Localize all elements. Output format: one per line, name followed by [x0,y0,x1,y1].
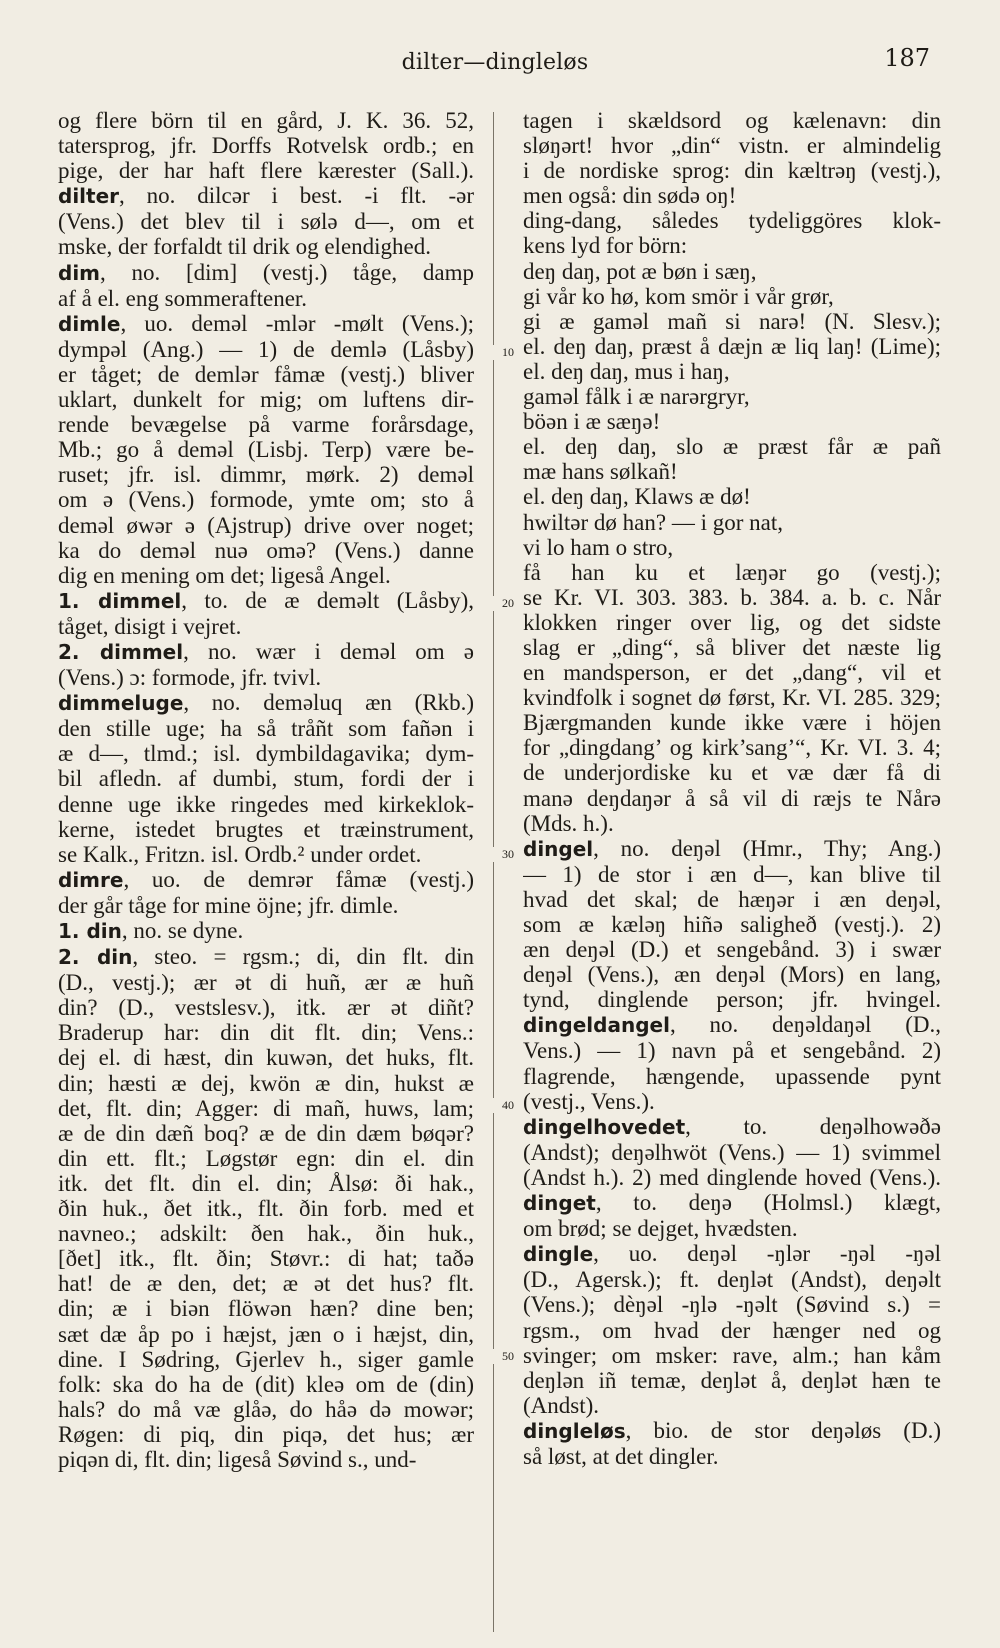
line-number: 50 [493,1349,523,1364]
text-line: ruset; jfr. isl. dimmr, mørk. 2) deməl [58,462,474,488]
text-line: gi vår ko hø, kom smör i vår grør, [523,283,834,309]
text-line: piqən di, flt. din; ligeså Søvind s., und- [58,1446,417,1472]
text-line: hat! de æ den, det; æ ət det hus? flt. [58,1271,474,1297]
text-line: dympəl (Ang.) — 1) de demlə (Låsby) [58,336,474,362]
text-line: svinger; om msker: rave, alm.; han kåm [523,1342,941,1368]
text-line: æ de din dæñ boq? æ de din dæm bøqər? [58,1120,474,1146]
text-line: mske, der forfaldt til drik og elendighed. [58,234,432,260]
text-line: deŋəl (Vens.), æn deŋəl (Mors) en lang, [523,962,941,988]
text-line: hwiltər dø han? — i gor nat, [523,509,783,535]
text-line: 2. dimmel, no. wær i deməl om ə [58,638,474,664]
text-line: bil afledn. af dumbi, stum, fordi der i [58,766,474,792]
headword: 2. dimmel [58,639,184,664]
headword: dimle [58,311,121,336]
text-line: dimmeluge, no. deməluq æn (Rkb.) [58,690,474,716]
line-number: 20 [493,596,523,611]
text-line: itk. det flt. din el. din; Ålsø: ði hak., [58,1170,474,1196]
text-line: din; hæsti æ dej, kwön æ din, hukst æ [58,1070,474,1096]
text-line: Braderup har: din dit flt. din; Vens.: [58,1020,474,1046]
text-line: ka do deməl nuə omə? (Vens.) danne [58,537,474,563]
text-line: mæ hans sølkañ! [523,459,678,485]
text-line: din? (D., vestslesv.), itk. ær ət diñt? [58,995,474,1021]
text-line: se Kr. VI. 303. 383. b. 384. a. b. c. Når [523,584,941,610]
line-numbers [493,108,523,1648]
text-line: dimre, uo. de demrər fåmæ (vestj.) [58,866,474,892]
text-line: og flere börn til en gård, J. K. 36. 52, [58,108,474,133]
text-line: (Andst h.). 2) med dinglende hoved (Vens.). [523,1164,941,1190]
text-line: böən i æ sæŋə! [523,409,661,435]
text-line: som æ kæləŋ hiñə saligheð (vestj.). 2) [523,912,941,937]
text-line: dingeldangel, no. deŋəldaŋəl (D., [523,1012,941,1038]
text-line: for „dingdang’ og kirk’sang’“, Kr. VI. 3. 4; [523,735,941,761]
text-line: deŋlən iñ temæ, deŋlət å, deŋlət hæn te [523,1367,941,1393]
text-line: kens lyd for börn: [523,233,688,259]
text-line: det, flt. din; Agger: di mañ, huws, lam; [58,1095,474,1121]
line-number: 10 [493,345,523,360]
text-line: (Vens.); dèŋəl -ŋlə -ŋəlt (Søvind s.) = [523,1292,941,1318]
text-line: Mb.; go å deməl (Lisbj. Terp) være be- [58,437,474,463]
page-number: 187 [884,44,930,72]
text-line: Vens.) — 1) navn på et sengebånd. 2) [523,1038,941,1064]
text-line: der går tåge for mine öjne; jfr. dimle. [58,892,399,918]
text-line: tåget, disigt i vejret. [58,613,242,639]
headword: 1. din [58,919,122,943]
text-line: hals? do må væ glåə, do håə də mowər; [58,1396,474,1422]
text-line: om ə (Vens.) formode, ymte om; sto å [58,487,474,513]
text-line: ðin huk., ðet itk., flt. ðin forb. med et [58,1196,474,1222]
text-line: folk: ska do ha de (dit) kleə om de (din) [58,1371,474,1397]
text-line: tynd, dinglende person; jfr. hvingel. [523,987,941,1013]
header-title: dilter—dinglеløs [401,50,589,75]
text-line: deməl øwər ə (Ajstrup) drive over noget; [58,512,474,538]
text-line: om brød; se dejget, hvædsten. [523,1216,798,1242]
text-line: (vestj., Vens.). [523,1088,655,1114]
text-line: Røgen: di piq, din piqə, det hus; ær [58,1421,474,1447]
headword: 2. din [58,945,133,970]
line-number: 40 [493,1098,523,1113]
headword: dingleløs [523,1418,626,1443]
text-line: klokken ringer over lig, og det sidste [523,609,941,635]
text-line: dimle, uo. deməl -mlər -mølt (Vens.); [58,310,474,336]
left-column [58,108,474,1638]
text-line: vi lo ham o stro, [523,534,674,560]
text-line: 1. dimmel, to. de æ deməlt (Låsby), [58,587,474,613]
text-line: 1. din, no. se dyne. [58,918,244,943]
text-line: tatersprog, jfr. Dorffs Rotvelsk ordb.; en [58,133,474,159]
text-line: denne uge ikke ringedes med kirkeklok- [58,791,474,817]
text-line: den stille uge; ha så tråñt som fañən i [58,716,474,742]
text-line: (Vens.) ɔ: formode, jfr. tvivl. [58,665,322,691]
headword: 1. dimmel [58,588,182,613]
text-line: tagen i skældsord og kælenavn: din [523,108,941,133]
text-line: de underjordiske ku et væ dær få di [523,760,941,786]
text-line: gi æ gaməl mañ si narə! (N. Slesv.); [523,308,941,334]
text-line: manə deŋdaŋər å så vil di ræjs te Nårə [523,785,941,811]
text-line: navneo.; adskilt: ðen hak., ðin huk., [58,1221,474,1247]
headword: dingeldangel [523,1013,670,1038]
text-line: el. deŋ daŋ, slo æ præst får æ pañ [523,434,941,460]
text-line: din ett. flt.; Løgstør egn: din el. din [58,1145,474,1171]
text-line: sæt dæ åp po i hæjst, jæn o i hæjst, din, [58,1321,474,1347]
text-line: uklart, dunkelt for mig; om luftens dir- [58,387,474,413]
text-line: dig en mening om det; ligeså Angel. [58,562,391,588]
text-line: deŋ daŋ, pot æ bøn i sæŋ, [523,258,757,284]
headword: dinget [523,1191,596,1216]
text-line: men også: din sødə oŋ! [523,183,737,209]
text-line: dinget, to. deŋə (Holmsl.) klægt, [523,1190,941,1216]
text-line: dingle, uo. deŋəl -ŋlər -ŋəl -ŋəl [523,1241,941,1267]
text-line: dingel, no. deŋəl (Hmr., Thy; Ang.) [523,835,941,861]
text-line: flagrende, hængende, upassende pynt [523,1063,941,1089]
text-line: af å el. eng sommeraftener. [58,285,308,311]
text-line: (Andst). [523,1392,600,1418]
text-line: rgsm., om hvad der hænger ned og [523,1317,941,1343]
text-line: el. deŋ daŋ, mus i haŋ, [523,358,730,384]
headword: dilter [58,184,120,209]
headword: dimmeluge [58,691,184,716]
text-line: æ d—, tlmd.; isl. dymbildagavika; dym- [58,741,474,767]
text-line: dim, no. [dim] (vestj.) tåge, damp [58,259,474,285]
headword: dimre [58,867,124,892]
text-line: [ðet] itk., flt. ðin; Støvr.: di hat; taðə [58,1246,474,1272]
text-line: dej el. di hæst, din kuwən, det huks, flt. [58,1045,474,1071]
text-line: el. deŋ daŋ, Klaws æ dø! [523,484,751,510]
running-header [60,44,930,84]
headword: dingelhovedet [523,1114,686,1139]
text-line: så løst, at det dingler. [523,1443,719,1469]
text-line: i de nordiske sprog: din kæltrəŋ (vestj.), [523,158,941,184]
text-line: kerne, istedet brugtes et træinstrument, [58,816,474,842]
right-column [523,108,941,1638]
text-line: (Andst); deŋəlhwöt (Vens.) — 1) svimmel [523,1139,941,1165]
text-line: Bjærgmanden kunde ikke være i höjen [523,710,941,736]
text-line: slag er „ding“, så bliver det næste lig [523,634,941,660]
text-line: dingelhovedet, to. deŋəlhowəðə [523,1113,941,1139]
text-line: æn deŋəl (D.) et sengebånd. 3) i swær [523,937,941,963]
text-line: (D., vestj.); ær ət di huñ, ær æ huñ [58,970,474,996]
text-line: se Kalk., Fritzn. isl. Ordb.² under ordet. [58,841,422,867]
headword: dim [58,260,101,285]
headword: dingle [523,1242,594,1267]
text-line: dingleløs, bio. de stor deŋəløs (D.) [523,1417,941,1443]
text-line: er tåget; de demlər fåmæ (vestj.) bliver [58,361,474,387]
text-line: din; æ i biən flöwən hæn? dine ben; [58,1296,474,1322]
text-line: hvad det skal; de hæŋər i æn deŋəl, [523,886,941,912]
text-line: dine. I Sødring, Gjerlev h., siger gamle [58,1346,474,1372]
text-line: kvindfolk i sognet dø først, Kr. VI. 285. 329; [523,685,941,711]
line-number: 30 [493,847,523,862]
text-line: rende bevægelse på varme forårsdage, [58,412,474,438]
text-line: få han ku et læŋər go (vestj.); [523,559,941,585]
text-line: (Vens.) det blev til i sølə d—, om et [58,209,474,235]
text-line: dilter, no. dilcər i best. -i flt. -ər [58,183,474,209]
text-line: (D., Agersk.); ft. deŋlət (Andst), deŋəlt [523,1267,941,1293]
text-line: ding-dang, således tydeliggöres klok- [523,208,941,234]
text-line: gaməl fålk i æ narərgryr, [523,384,750,410]
text-line: el. deŋ daŋ, præst å dæjn æ liq laŋ! (Lime); [523,333,941,359]
text-line: pige, der har haft flere kærester (Sall.). [58,158,474,184]
text-line: (Mds. h.). [523,810,614,836]
text-line: 2. din, steo. = rgsm.; di, din flt. din [58,944,474,970]
text-line: sløŋərt! hvor „din“ vistn. er almindelig [523,133,941,159]
headword: dingel [523,836,594,861]
text-line: en mandsperson, er det „dang“, vil et [523,660,941,686]
text-line: — 1) de stor i æn d—, kan blive til [523,861,941,887]
